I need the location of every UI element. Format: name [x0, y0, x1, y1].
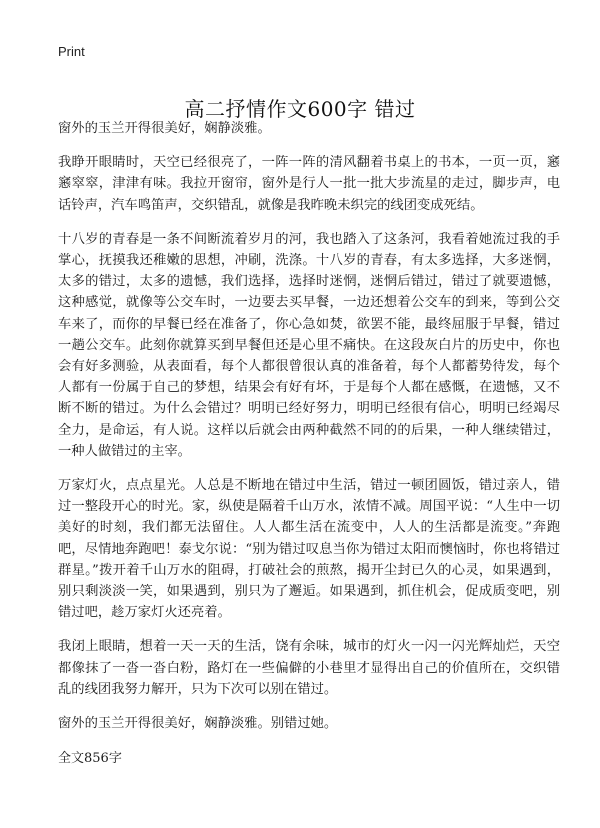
- paragraph-2: 我睁开眼睛时，天空已经很亮了，一阵一阵的清风翻着书桌上的书本，一页一页，窸窸窣窣，津津有味。我拉开窗帘，窗外是行人一批一批大步流星的走过，脚步声，电话铃声，汽车鸣笛声，交织错乱，就像是我昨晚未织完的线团变成死结。: [58, 155, 560, 213]
- print-link[interactable]: Print: [58, 44, 85, 59]
- paragraph-5: 我闭上眼睛，想着一天一天的生活，饶有余味，城市的灯火一闪一闪光辉灿烂，天空都像抹了一沓一沓白粉，路灯在一些偏僻的小巷里才显得出自己的价值所在，交织错乱的线团我努力解开，只为下次可以别在错过。: [58, 639, 560, 697]
- paragraph-3: 十八岁的青春是一条不间断流着岁月的河，我也踏入了这条河，我看着她流过我的手掌心，抚摸我还稚嫩的思想，冲刷，洗涤。十八岁的青春，有太多选择，大多迷惘，太多的错过，太多的遗憾，我们选择，选择时迷惘，迷惘后错过，错过了就要遗憾，这种感觉，就像等公交车时，一边要去买早餐，一边还想着公交车的到来，等到公交车来了，而你的早餐已经在准备了，你心急如焚，欲罢不能，最终屈服于早餐，错过一趟公交车。此刻你就算买到早餐但还是心里不痛快。在这段灰白片的历史中，你也会有好多测验，从表面看，每个人都很曾很认真的准备着，每个人都蓄势待发，每个人都有一份属于自己的梦想，结果会有好有坏，于是每个人都在感慨，在遗憾，又不断不断的错过。为什么会错过？明明已经好努力，明明已经很有信心，明明已经竭尽全力，是命运，有人说。这样以后就会由两种截然不同的的后果，一种人继续错过，一种人做错过的主宰。: [58, 231, 560, 459]
- paragraph-4: 万家灯火，点点星光。人总是不断地在错过中生活，错过一顿团圆饭，错过亲人，错过一整段开心的时光。家，纵使是隔着千山万水，浓情不减。周国平说：“人生中一切美好的时刻，我们都无法留住。人人都生活在流变中，人人的生活都是流变。”奔跑吧，尽情地奔跑吧！泰戈尔说：“别为错过叹息当你为错过太阳而懊恼时，你也将错过群星。”拨开着千山万水的阻碍，打破社会的煎熬，揭开尘封已久的心灵，如果遇到，别只剩淡淡一笑，如果遇到，别只为了邂逅。如果遇到，抓住机会，促成质变吧，别错过吧，趁万家灯火还亮着。: [58, 478, 560, 621]
- page-title: 高二抒情作文600字 错过: [184, 97, 416, 122]
- word-count: 全文856字: [58, 751, 122, 767]
- paragraph-6: 窗外的玉兰开得很美好，娴静淡雅。别错过她。: [58, 716, 338, 732]
- article-body: [58, 118, 560, 766]
- paragraph-1: 窗外的玉兰开得很美好，娴静淡雅。: [58, 121, 271, 136]
